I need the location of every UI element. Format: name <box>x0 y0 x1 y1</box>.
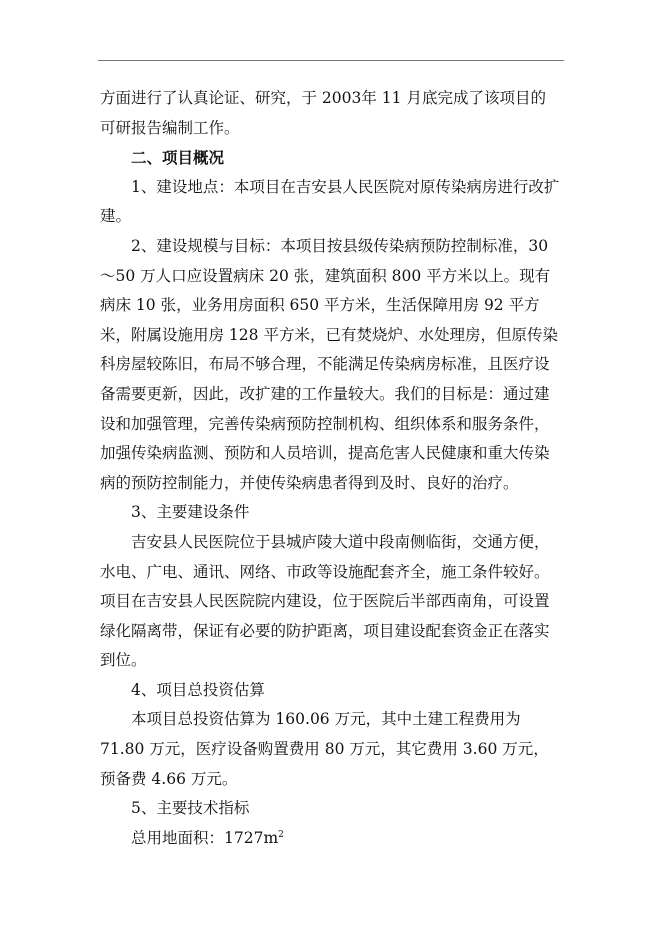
item-conditions-heading: 3、主要建设条件 <box>131 503 250 522</box>
item-investment-heading: 4、项目总投资估算 <box>131 680 265 699</box>
item-construction-site: 1、建设地点：本项目在吉安县人民医院对原传染病房进行改扩建。 <box>100 177 560 226</box>
paragraph-investment: 本项目总投资估算为 160.06 万元，其中土建工程费用为 71.80 万元，医疗设备购置费用 80 万元，其它费用 3.60 万元，预备费 4.66 万元。 <box>100 710 549 788</box>
paragraph-intro-continued: 方面进行了认真论证、研究，于 2003年 11 月底完成了该项目的可研报告编制工作。 <box>100 89 546 137</box>
land-area-unit-superscript: 2 <box>278 829 284 840</box>
land-area-value: 1727m <box>224 828 279 847</box>
land-area-label: 总用地面积： <box>131 828 225 847</box>
item-scale-and-goals: 2、建设规模与目标：本项目按县级传染病预防控制标准，30～50 万人口应设置病床 20 张，建筑面积 800 平方米以上。现有病床 10 张，业务用房面积 650 平方米，生活保障用房 92 平方米，附属设施用房 128 平方米，已有焚烧炉、水处理房，但原传染科房屋较陈旧，布局不够合理，不能满足传染病房标准，且医疗设备需要更新，因此，改扩建的工作量较大。我们的目标是：通过建设和加强管理，完善传染病预防控制机构、组织体系和服务条件，加强传染病监测、预防和人员培训，提高危害人民健康和重大传染病的预防控制能力，并使传染病患者得到及时、良好的治疗。 <box>100 236 558 492</box>
document-body <box>100 84 560 853</box>
header-rule <box>98 60 564 61</box>
paragraph-land-area <box>100 824 560 854</box>
item-indicators-heading: 5、主要技术指标 <box>131 799 250 818</box>
section-heading: 二、项目概况 <box>131 148 225 168</box>
paragraph-conditions: 吉安县人民医院位于县城庐陵大道中段南侧临街，交通方便，水电、广电、通讯、网络、市政等设施配套齐全，施工条件较好。项目在吉安县人民医院院内建设，位于医院后半部西南角，可设置绿化隔离带，保证有必要的防护距离，项目建设配套资金正在落实到位。 <box>100 532 550 670</box>
